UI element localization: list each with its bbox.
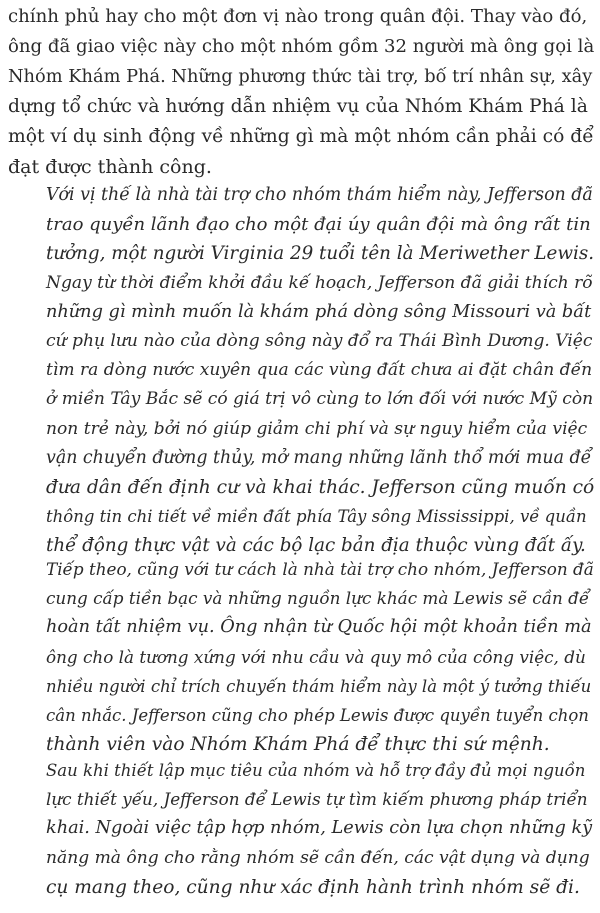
- italic-text-line: thể động thực vật và các bộ lạc bản địa thuộc vùng đất ấy.: [46, 535, 586, 557]
- italic-text-line: tìm ra dòng nước xuyên qua các vùng đất chưa ai đặt chân đến: [46, 360, 593, 381]
- italic-text-line: cứ phụ lưu nào của dòng sông này đổ ra Thái Bình Dương. Việc: [46, 330, 593, 351]
- italic-text-line: cụ mang theo, cũng như xác định hành trình nhóm sẽ đi.: [46, 876, 580, 898]
- italic-text-line: những gì mình muốn là khám phá dòng sông Missouri và bất: [46, 301, 592, 322]
- italic-text-line: ông cho là tương xứng với nhu cầu và quy mô của công việc, dù: [46, 646, 586, 667]
- italic-text-line: tưởng, một người Virginia 29 tuổi tên là Meriwether Lewis.: [46, 243, 595, 265]
- italic-text-line: trao quyền lãnh đạo cho một đại úy quân đội mà ông rất tin: [46, 214, 591, 236]
- italic-text-line: Tiếp theo, cũng với tư cách là nhà tài trợ cho nhóm, Jefferson đã: [46, 559, 594, 579]
- italic-text-line: thông tin chi tiết về miền đất phía Tây sông Mississippi, về quần: [46, 507, 587, 527]
- italic-text-line: cung cấp tiền bạc và những nguồn lực khác mà Lewis sẽ cần để: [46, 588, 590, 609]
- italic-text-line: hoàn tất nhiệm vụ. Ông nhận từ Quốc hội một khoản tiền mà: [46, 617, 592, 638]
- italic-text-line: non trẻ này, bởi nó giúp giảm chi phí và sự nguy hiểm của việc: [46, 418, 588, 439]
- text-line: đạt được thành công.: [8, 156, 212, 178]
- italic-text-line: thành viên vào Nhóm Khám Phá để thực thi sứ mệnh.: [46, 734, 550, 756]
- italic-text-line: vận chuyển đường thủy, mở mang những lãnh thổ mới mua để: [46, 447, 592, 468]
- quoted-paragraph-resources: [46, 555, 594, 759]
- text-line: Nhóm Khám Phá. Những phương thức tài trợ, bố trí nhân sự, xây: [8, 66, 593, 87]
- text-line: một ví dụ sinh động về những gì mà một nhóm cần phải có để: [8, 126, 594, 147]
- intro-paragraph: [8, 2, 594, 182]
- italic-text-line: ở miền Tây Bắc sẽ có giá trị vô cùng to lớn đối với nước Mỹ còn: [46, 389, 594, 410]
- italic-text-line: khai. Ngoài việc tập hợp nhóm, Lewis còn lựa chọn những kỹ: [46, 818, 593, 839]
- quoted-paragraph-sponsor-leadership: [46, 181, 594, 560]
- italic-text-line: Với vị thế là nhà tài trợ cho nhóm thám hiểm này, Jefferson đã: [46, 185, 593, 205]
- italic-text-line: Sau khi thiết lập mục tiêu của nhóm và hỗ trợ đầy đủ mọi nguồn: [46, 761, 586, 780]
- italic-text-line: năng mà ông cho rằng nhóm sẽ cần đến, các vật dụng và dụng: [46, 847, 590, 868]
- quoted-paragraph-methods: [46, 756, 594, 902]
- text-line: chính phủ hay cho một đơn vị nào trong quân đội. Thay vào đó,: [8, 6, 588, 27]
- text-line: dựng tổ chức và hướng dẫn nhiệm vụ của Nhóm Khám Phá là: [8, 96, 588, 117]
- italic-text-line: Ngay từ thời điểm khởi đầu kế hoạch, Jefferson đã giải thích rõ: [46, 272, 593, 293]
- italic-text-line: nhiều người chỉ trích chuyến thám hiểm này là một ý tưởng thiếu: [46, 676, 592, 696]
- text-line: ông đã giao việc này cho một nhóm gồm 32 người mà ông gọi là: [8, 36, 595, 57]
- italic-text-line: cân nhắc. Jefferson cũng cho phép Lewis được quyền tuyển chọn: [46, 705, 589, 725]
- italic-text-line: đưa dân đến định cư và khai thác. Jefferson cũng muốn có: [46, 476, 595, 498]
- italic-text-line: lực thiết yếu, Jefferson để Lewis tự tìm kiếm phương pháp triển: [46, 789, 588, 810]
